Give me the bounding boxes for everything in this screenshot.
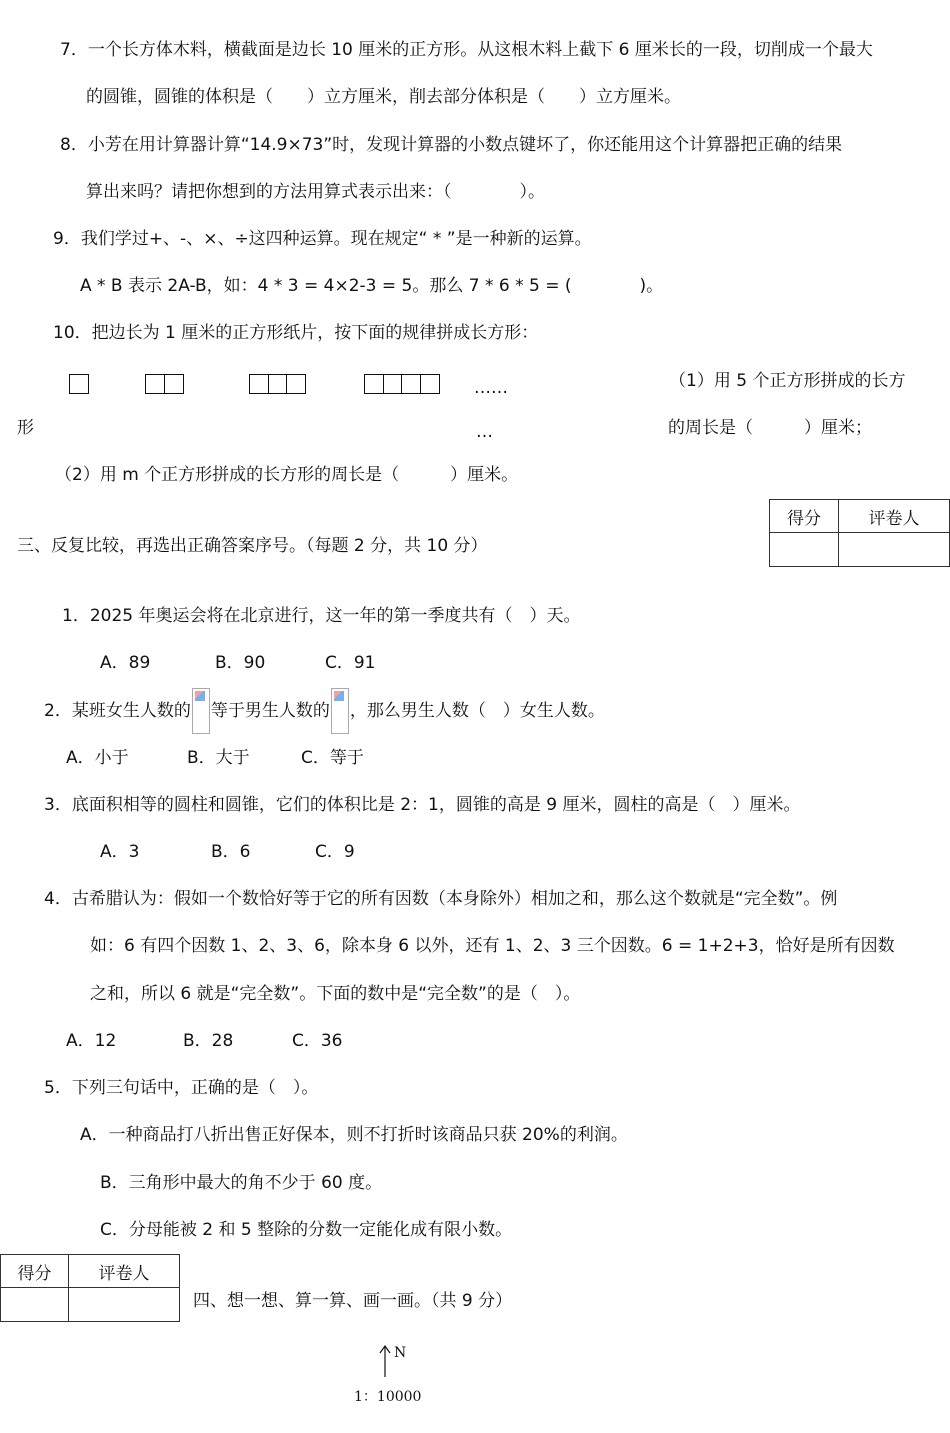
north-label: N (394, 1345, 407, 1361)
s3-q5-option-b: B．三角形中最大的角不少于 60 度。 (100, 1173, 383, 1193)
fraction-image-icon (331, 688, 349, 734)
square-pattern-3 (249, 374, 305, 396)
s3-q4-option-c: C．36 (292, 1031, 343, 1051)
map-scale: 1：10000 (354, 1389, 422, 1405)
s3-q4-line1: 4．古希腊认为：假如一个数恰好等于它的所有因数（本身除外）相加之和，那么这个数就是“完全数”。例 (44, 889, 838, 909)
q8-line2: 算出来吗？请把你想到的方法用算式表示出来：（ ）。 (86, 182, 545, 202)
s3-q4-line3: 之和，所以 6 就是“完全数”。下面的数中是“完全数”的是（ ）。 (90, 984, 581, 1004)
section4-heading: 四、想一想、算一算、画一画。（共 9 分） (193, 1291, 513, 1311)
s3-q1-option-a: A．89 (100, 653, 151, 673)
s3-q2-option-c: C．等于 (301, 748, 364, 768)
grader-cell[interactable] (69, 1288, 180, 1322)
s3-q2-option-a: A．小于 (66, 748, 129, 768)
score-label: 得分 (1, 1255, 69, 1288)
s3-q2-option-b: B．大于 (187, 748, 250, 768)
fraction-image-icon (192, 688, 210, 734)
q7-line2: 的圆锥，圆锥的体积是（ ）立方厘米，削去部分体积是（ ）立方厘米。 (86, 87, 681, 107)
s3-q5: 5．下列三句话中，正确的是（ ）。 (44, 1078, 319, 1098)
s3-q4-line2: 如：6 有四个因数 1、2、3、6，除本身 6 以外，还有 1、2、3 三个因数。6 = 1+2+3，恰好是所有因数 (90, 936, 895, 956)
s3-q3-option-c: C．9 (315, 842, 355, 862)
s3-q1: 1．2025 年奥运会将在北京进行，这一年的第一季度共有（ ）天。 (62, 606, 581, 626)
q7-line1: 7．一个长方体木料，横截面是边长 10 厘米的正方形。从这根木料上截下 6 厘米长的一段，切削成一个最大 (60, 40, 873, 60)
q10-part2: （2）用 m 个正方形拼成的长方形的周长是（ ）厘米。 (55, 465, 519, 485)
q10-part1-b: 形 (17, 418, 34, 438)
square (364, 374, 384, 394)
square (164, 374, 184, 394)
north-arrow-icon (378, 1344, 392, 1378)
square (383, 374, 403, 394)
q8-line1: 8．小芳在用计算器计算“14.9×73”时，发现计算器的小数点键坏了，你还能用这个计算器把正确的结果 (60, 135, 843, 155)
s3-q2-text-post: ，那么男生人数（ ）女生人数。 (349, 701, 605, 721)
s3-q5-option-a: A．一种商品打八折出售正好保本，则不打折时该商品只获 20%的利润。 (80, 1125, 628, 1145)
square (145, 374, 165, 394)
s3-q3-option-b: B．6 (211, 842, 251, 862)
q10-part1-c: 的周长是（ ）厘米； (668, 418, 872, 438)
q10-part1-a: （1）用 5 个正方形拼成的长方 (669, 371, 906, 391)
square (268, 374, 288, 394)
square (401, 374, 421, 394)
square-pattern-2 (145, 374, 182, 396)
score-cell[interactable] (1, 1288, 69, 1322)
square (69, 374, 89, 394)
grader-label: 评卷人 (839, 500, 950, 533)
q10-line1: 10．把边长为 1 厘米的正方形纸片，按下面的规律拼成长方形： (53, 323, 539, 343)
s3-q2-text-pre: 2．某班女生人数的 (44, 701, 191, 721)
square (420, 374, 440, 394)
score-cell[interactable] (770, 533, 839, 567)
s3-q2 (44, 688, 605, 734)
score-box-section4 (0, 1254, 180, 1322)
square (249, 374, 269, 394)
score-label: 得分 (770, 500, 839, 533)
section3-heading: 三、反复比较，再选出正确答案序号。（每题 2 分，共 10 分） (17, 536, 488, 556)
s3-q1-option-b: B．90 (215, 653, 266, 673)
s3-q3: 3．底面积相等的圆柱和圆锥，它们的体积比是 2：1，圆锥的高是 9 厘米，圆柱的高是（ ）厘米。 (44, 795, 801, 815)
s3-q4-option-a: A．12 (66, 1031, 117, 1051)
score-box-section3 (769, 499, 950, 567)
grader-label: 评卷人 (69, 1255, 180, 1288)
square-pattern-1 (69, 374, 88, 396)
pattern-ellipsis-2: … (476, 422, 493, 442)
square (286, 374, 306, 394)
q9-line2: A * B 表示 2A-B，如：4 * 3 = 4×2-3 = 5。那么 7 * 6 * 5 = ( )。 (80, 276, 664, 296)
square-pattern-4 (364, 374, 438, 396)
s3-q1-option-c: C．91 (325, 653, 376, 673)
q9-line1: 9．我们学过+、-、×、÷这四种运算。现在规定“ * ”是一种新的运算。 (53, 229, 592, 249)
s3-q4-option-b: B．28 (183, 1031, 234, 1051)
pattern-ellipsis: …… (474, 378, 508, 398)
s3-q5-option-c: C．分母能被 2 和 5 整除的分数一定能化成有限小数。 (100, 1220, 513, 1240)
s3-q3-option-a: A．3 (100, 842, 140, 862)
s3-q2-text-mid: 等于男生人数的 (210, 701, 330, 721)
grader-cell[interactable] (839, 533, 950, 567)
